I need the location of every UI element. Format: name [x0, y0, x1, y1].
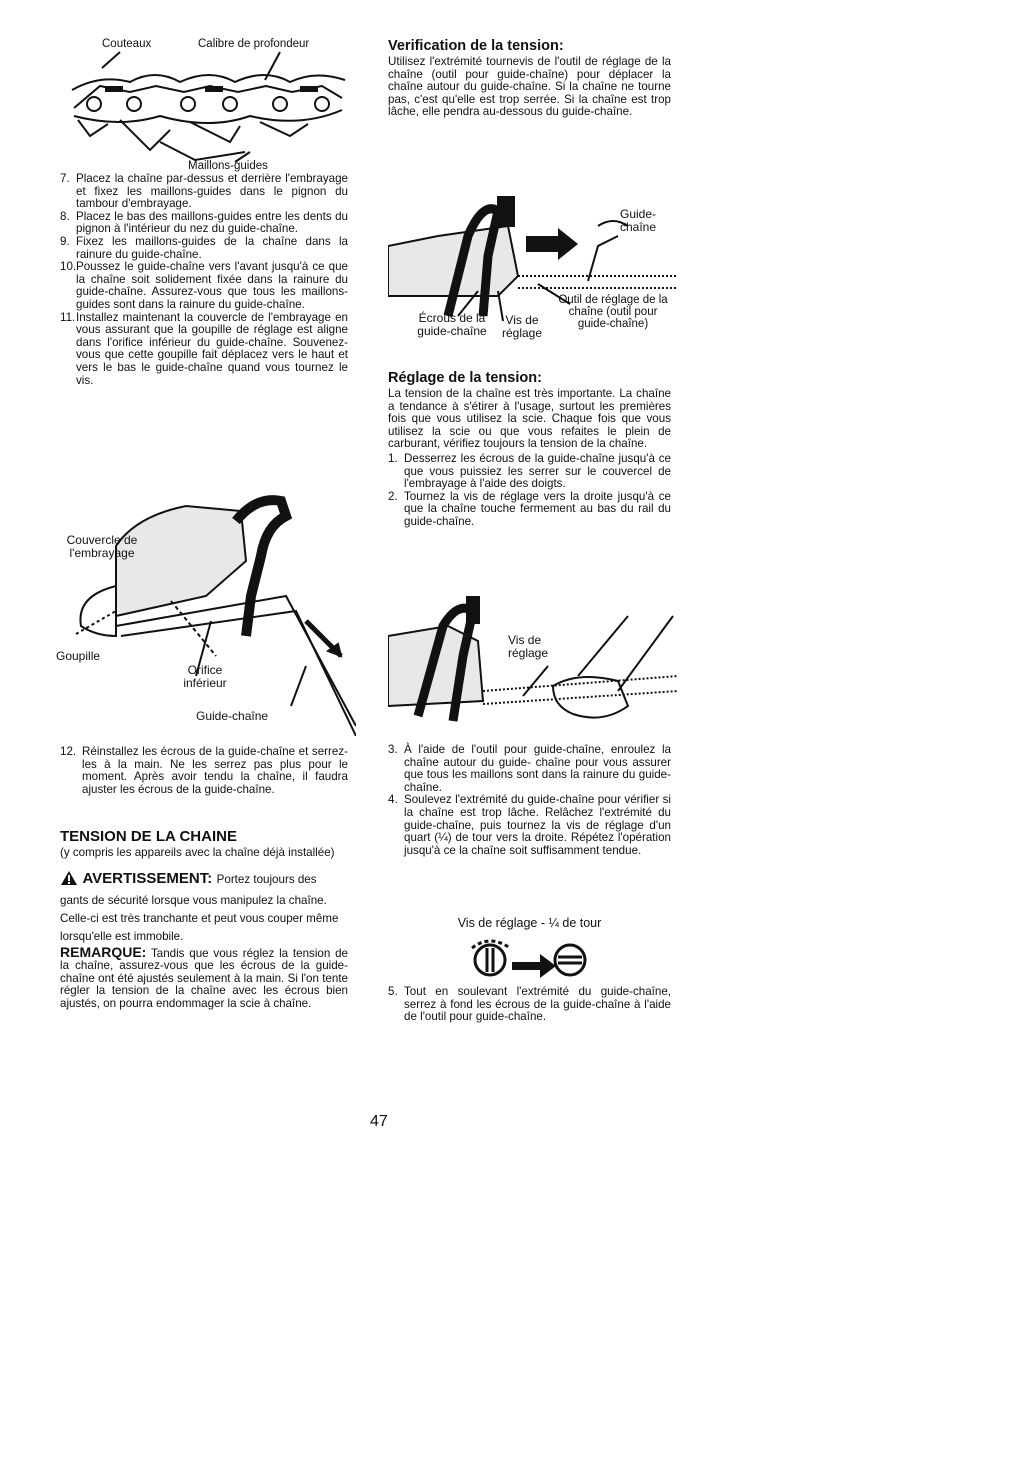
- chain-figure: [60, 38, 360, 173]
- steps-1-2: [388, 453, 671, 529]
- warning-triangle-icon: [60, 870, 78, 891]
- warning-block: [60, 870, 348, 945]
- step-11: 11. Installez maintenant la couvercle de l'embrayage en vous assurant que la goupille de réglage est aligne dans l'orifice inférieur du guide-chaîne. Souvenez-vous que cette goupille fait déplacez vers le haut et vers le bas le guide-chaîne quand vous tournez le vis.: [60, 310, 348, 387]
- quarter-turn-icon: [460, 934, 600, 984]
- step-3: 3. À l'aide de l'outil pour guide-chaîne, enroulez la chaîne autour du guide- chaîne pour vous assurer que tous les maillons sont dans la rainure du guide-chaîne.: [388, 743, 671, 794]
- label-adjust-screw: Vis de réglage: [501, 313, 543, 340]
- saw-chain-icon: [60, 38, 360, 173]
- steps-3-4: [388, 744, 671, 857]
- step-7: 7. Placez la chaîne par-dessus et derrière l'embrayage et fixez les maillons-guides dans le pignon du tambour d'embrayage.: [60, 172, 348, 211]
- label-drive-links: Maillons-guides: [188, 160, 268, 172]
- label-lower-hole: Orifice inférieur: [183, 663, 227, 690]
- verify-heading: Verification de la tension:: [388, 38, 564, 54]
- step-10: 10. Poussez le guide-chaîne vers l'avant jusqu'à ce que la chaîne soit solidement fixée dans la rainure du guide-chaîne. Assurez-vous que tous les maillons-guides sont dans la rainure du guide-chaîne.: [60, 260, 348, 311]
- tension-section: [60, 828, 348, 1011]
- adjust-heading: Réglage de la tension:: [388, 370, 542, 386]
- step-5: 5. Tout en soulevant l'extrémité du guide-chaîne, serrez à fond les écrous de la guide-chaîne à l'aide de l'outil pour guide-chaîne.: [388, 985, 671, 1024]
- label-cutters: Couteaux: [102, 38, 152, 50]
- step-4: 4. Soulevez l'extrémité du guide-chaîne pour vérifier si la chaîne est trop lâche. Relâchez l'extrémité du guide-chaîne, puis tournez la vis de réglage d'un quart (¼) de tour vers la droite. Répétez l'opération jusqu'à ce la chaîne soit suffisamment tendue.: [388, 793, 671, 857]
- warning-label: AVERTISSEMENT:: [82, 869, 213, 887]
- label-depth-gauge: Calibre de profondeur: [198, 38, 310, 50]
- quarter-turn-caption: Vis de réglage - ¼ de tour: [457, 916, 602, 930]
- step-2: 2. Tournez la vis de réglage vers la droite jusqu'à ce que la chaîne touche fermement au bas du rail du guide-chaîne.: [388, 489, 671, 528]
- step-9: 9. Fixez les maillons-guides de la chaîne dans la rainure du guide-chaîne.: [60, 234, 348, 261]
- page-number: 47: [370, 1113, 388, 1130]
- verify-tension-figure: [388, 196, 678, 356]
- clutch-cover-illustration-icon: [56, 486, 356, 736]
- step-1: 1. Desserrez les écrous de la guide-chaîne jusqu'à ce que vous puissiez les serrer sur le couvercel de l'embrayage à l'aide des doigts.: [388, 451, 671, 491]
- note-label: REMARQUE:: [60, 943, 147, 960]
- tension-heading: TENSION DE LA CHAINE: [60, 828, 237, 845]
- label-guide-bar-nuts: Écrous de la guide-chaîne: [417, 311, 487, 338]
- label-screw: Vis de réglage: [508, 633, 549, 660]
- quarter-turn-block: [388, 916, 671, 989]
- label-clutch-cover: Couvercle de l'embrayage: [66, 533, 138, 560]
- warning-text: Portez toujours des gants de sécurité lorsque vous manipulez la chaîne. Celle-ci est très tranchante et peut vous couper même lorsqu'elle est immobile.: [60, 872, 339, 943]
- label-pin: Goupille: [56, 649, 101, 663]
- adjust-text: La tension de la chaîne est très importante. La chaîne a tendance à s'étirer à l'usage, surtout les premières fois que vous utilisez la scie. Chaque fois que vous utilisez la scie ou que vous refaites le plein de carburant, vérifiez toujours la tension de la chaîne.: [388, 387, 671, 451]
- adjust-section: [388, 370, 671, 529]
- tension-subtitle: (y compris les appareils avec la chaîne déjà installée): [60, 846, 335, 859]
- note-block: [60, 943, 349, 1011]
- label-verify-guide-bar: Guide-chaîne: [620, 207, 657, 234]
- adjust-screw-figure: [388, 596, 678, 726]
- adjust-screw-hand-illustration-icon: [388, 596, 678, 726]
- step-5-block: [388, 986, 671, 1024]
- label-guide-bar: Guide-chaîne: [196, 709, 269, 723]
- step-12-block: [60, 746, 348, 796]
- verify-section: [388, 38, 671, 119]
- steps-7-11: [60, 173, 348, 387]
- label-adjust-tool: Outil de réglage de la chaîne (outil pour guide-chaîne): [558, 294, 668, 330]
- clutch-cover-figure: [56, 486, 356, 736]
- step-12: 12. Réinstallez les écrous de la guide-chaîne et serrez-les à la main. Ne les serrez pas plus pour le moment. Après avoir tendu la chaîne, il faudra ajuster les écrous de la guide-chaîne.: [60, 745, 348, 796]
- verify-text: Utilisez l'extrémité tournevis de l'outil de réglage de la chaîne (outil pour guide-chaîne) pour déplacer la chaîne autour du guide-chaîne. Si la chaîne ne tourne pas, c'est qu'elle est trop serrée. Si la chaîne est trop lâche, elle pendra au-dessous du guide-chaîne.: [388, 55, 671, 119]
- note-text: Tandis que vous réglez la tension de la chaîne, assurez-vous que les écrous de la guide-chaîne ont été ajustés seulement à la main. Si l'on tente régler la tension de la chaîne avec les écrous bien ajustés, on pourra endommager la scie à chaîne.: [60, 946, 349, 1010]
- step-8: 8. Placez le bas des maillons-guides entre les dents du pignon à l'intérieur du nez du guide-chaîne.: [60, 209, 348, 236]
